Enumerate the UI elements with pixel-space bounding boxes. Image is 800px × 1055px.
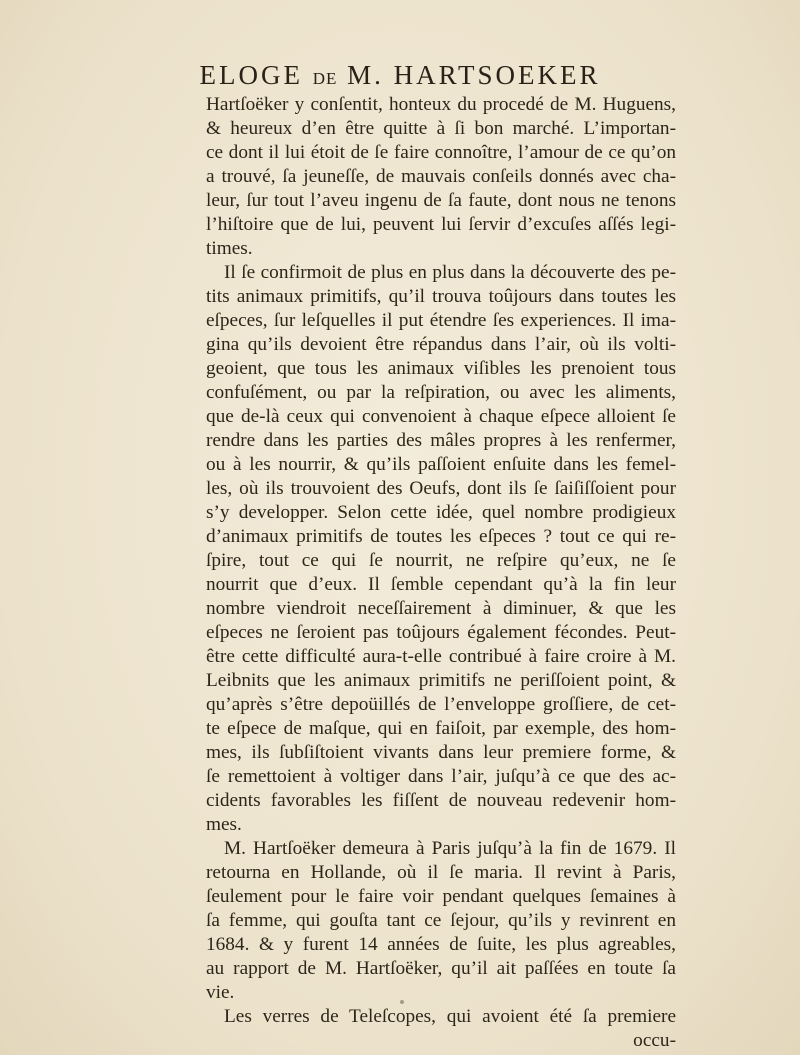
text-line: mes. bbox=[206, 814, 242, 835]
text-line: nombre viendroit neceſſairement à diminuer, & que les bbox=[206, 598, 676, 619]
text-line: que de-là ceux qui convenoient à chaque eſpece alloient ſe bbox=[206, 406, 676, 427]
text-line: te eſpece de maſque, qui en faiſoit, par exemple, des hom- bbox=[206, 718, 676, 739]
text-line: occu- bbox=[633, 1030, 676, 1051]
text-line: Il ſe confirmoit de plus en plus dans la découverte des pe- bbox=[224, 262, 676, 283]
text-line: être cette difficulté aura-t-elle contribué à faire croire à M. bbox=[206, 646, 676, 667]
text-line: ſpire, tout ce qui ſe nourrit, ne reſpire qu’eux, ne ſe bbox=[206, 550, 676, 571]
text-line: confuſément, ou par la reſpiration, ou avec les aliments, bbox=[206, 382, 676, 403]
text-line: ſe remettoient à voltiger dans l’air, juſqu’à ce que des ac- bbox=[206, 766, 676, 787]
text-line: leur, ſur tout l’aveu ingenu de ſa faute, dont nous ne tenons bbox=[206, 190, 676, 211]
text-line: nourrit que d’eux. Il ſemble cependant qu’à la fin leur bbox=[206, 574, 676, 595]
header-preposition: DE bbox=[312, 69, 338, 88]
text-line: & heureux d’en être quitte à ſi bon marché. L’importan- bbox=[206, 118, 676, 139]
body-text bbox=[206, 93, 676, 1053]
text-line: Leibnits que les animaux primitifs ne periſſoient point, & bbox=[206, 670, 676, 691]
text-line: eſpeces ne ſeroient pas toûjours également fécondes. Peut- bbox=[206, 622, 676, 643]
text-line: d’animaux primitifs de toutes les eſpeces ? tout ce qui re- bbox=[206, 526, 676, 547]
text-line: ou à les nourrir, & qu’ils paſſoient enſuite dans les femel- bbox=[206, 454, 676, 475]
text-line: mes, ils ſubſiſtoient vivants dans leur premiere forme, & bbox=[206, 742, 676, 763]
text-line: au rapport de M. Hartſoëker, qu’il ait paſſées en toute ſa bbox=[206, 958, 676, 979]
text-line: vie. bbox=[206, 982, 235, 1003]
text-line: Les verres de Teleſcopes, qui avoient été ſa premiere bbox=[224, 1006, 676, 1027]
text-line: 1684. & y furent 14 années de ſuite, les plus agreables, bbox=[206, 934, 676, 955]
text-line: ſa femme, qui gouſta tant ce ſejour, qu’ils y revinrent en bbox=[206, 910, 676, 931]
text-line: gina qu’ils devoient être répandus dans l’air, où ils volti- bbox=[206, 334, 676, 355]
text-line: qu’après s’être depoüillés de l’enveloppe groſſiere, de cet- bbox=[206, 694, 676, 715]
text-line: s’y developper. Selon cette idée, quel nombre prodigieux bbox=[206, 502, 676, 523]
text-line: tits animaux primitifs, qu’il trouva toûjours dans toutes les bbox=[206, 286, 676, 307]
header-title-word: ELOGE bbox=[199, 60, 303, 90]
text-line: eſpeces, ſur leſquelles il put étendre ſes experiences. Il ima- bbox=[206, 310, 676, 331]
text-line: retourna en Hollande, où il ſe maria. Il revint à Paris, bbox=[206, 862, 676, 883]
running-header bbox=[0, 60, 800, 91]
text-line: times. bbox=[206, 238, 253, 259]
text-line: rendre dans les parties des mâles propres à les renfermer, bbox=[206, 430, 676, 451]
text-line: les, où ils trouvoient des Oeufs, dont ils ſe ſaiſiſſoient pour bbox=[206, 478, 676, 499]
text-line: ce dont il lui étoit de ſe faire connoître, l’amour de ce qu’on bbox=[206, 142, 676, 163]
text-line: Hartſoëker y conſentit, honteux du procedé de M. Huguens, bbox=[206, 94, 676, 115]
header-subject-name: M. HARTSOEKER bbox=[347, 60, 601, 90]
text-line: ſeulement pour le faire voir pendant quelques ſemaines à bbox=[206, 886, 676, 907]
text-line: cidents favorables les fiſſent de nouveau redevenir hom- bbox=[206, 790, 676, 811]
text-line: geoient, que tous les animaux viſibles les prenoient tous bbox=[206, 358, 676, 379]
text-line: l’hiſtoire que de lui, peuvent lui ſervir d’excuſes aſſés legi- bbox=[206, 214, 676, 235]
text-line: M. Hartſoëker demeura à Paris juſqu’à la fin de 1679. Il bbox=[224, 838, 676, 859]
paper-speck bbox=[400, 1000, 404, 1004]
text-line: a trouvé, ſa jeuneſſe, de mauvais conſeils donnés avec cha- bbox=[206, 166, 676, 187]
